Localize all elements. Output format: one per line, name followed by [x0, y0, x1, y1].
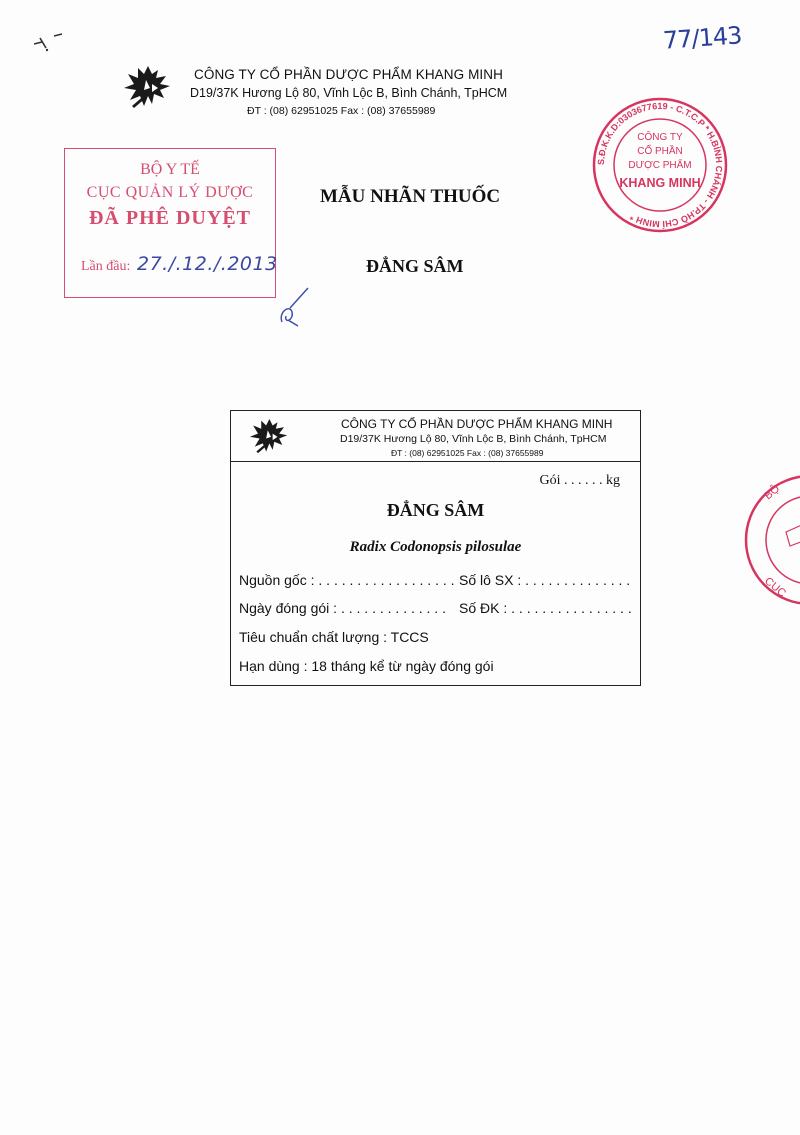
label-address: D19/37K Hương Lộ 80, Vĩnh Lộc B, Bình Chánh, TpHCM [340, 433, 607, 445]
edge-seal-text-bottom: CỤC [762, 575, 789, 600]
label-expiry: Hạn dùng : 18 tháng kể từ ngày đóng gói [239, 658, 494, 674]
page-number: 77/143 [662, 21, 743, 55]
document-title: MẪU NHÃN THUỐC [320, 186, 501, 207]
label-pack-date: Ngày đóng gói : . . . . . . . . . . . . . . [239, 600, 446, 616]
label-header [231, 411, 640, 462]
company-seal [590, 95, 730, 235]
approval-stamp [64, 148, 276, 298]
edge-seal-text-top: BỘ [762, 482, 783, 503]
edge-seal [742, 470, 800, 610]
label-lot-number: Số lô SX : . . . . . . . . . . . . . . [459, 572, 631, 588]
product-title: ĐẲNG SÂM [366, 256, 464, 276]
approval-date: 27./.12./.2013 [137, 253, 278, 275]
approval-first-time-label: Lần đầu: [81, 259, 131, 274]
company-logo-icon [118, 62, 182, 112]
seal-line-4: KHANG MINH [619, 176, 701, 190]
label-pack-size: Gói . . . . . . kg [539, 473, 620, 488]
signature-mark [276, 282, 316, 332]
seal-line-3: DƯỢC PHẨM [628, 160, 692, 171]
header-address: D19/37K Hương Lộ 80, Vĩnh Lộc B, Bình Chánh, TpHCM [190, 86, 508, 100]
label-quality-standard: Tiêu chuẩn chất lượng : TCCS [239, 629, 429, 645]
header-phone: ĐT : (08) 62951025 Fax : (08) 37655989 [247, 105, 436, 117]
seal-line-2: CỔ PHẦN [637, 146, 683, 157]
seal-line-1: CÔNG TY [637, 132, 683, 143]
approval-line-department: CỤC QUẢN LÝ DƯỢC [86, 184, 254, 201]
label-phone: ĐT : (08) 62951025 Fax : (08) 37655989 [391, 448, 544, 458]
label-origin: Nguồn gốc : . . . . . . . . . . . . . . . . . . [239, 572, 455, 588]
approval-line-approved: ĐÃ PHÊ DUYỆT [88, 207, 251, 229]
label-latin-name: Radix Codonopsis pilosulae [349, 539, 522, 555]
label-product-name: ĐẲNG SÂM [386, 500, 485, 520]
label-registration-number: Số ĐK : . . . . . . . . . . . . . . . . [459, 600, 632, 616]
product-label [230, 410, 641, 686]
label-logo-icon [245, 415, 297, 457]
corner-mark [32, 30, 72, 54]
header-company-name: CÔNG TY CỔ PHẦN DƯỢC PHẨM KHANG MINH [194, 67, 503, 82]
seal-ring-text: S.Đ.K.K.D:0303677619 - C.T.C.P * H.BÌNH CHÁNH - TP.HỒ CHÍ MINH * [595, 100, 725, 230]
label-company-name: CÔNG TY CỔ PHẦN DƯỢC PHẨM KHANG MINH [341, 417, 613, 431]
approval-line-ministry: BỘ Y TẾ [140, 161, 200, 178]
